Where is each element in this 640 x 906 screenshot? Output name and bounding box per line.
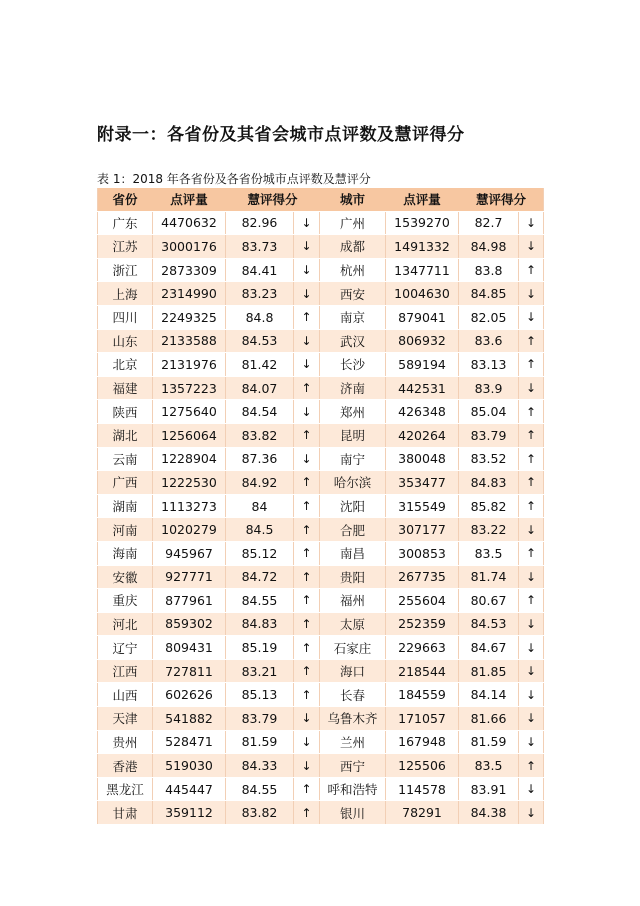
trend-arrow-icon: ↑ [294, 376, 320, 400]
cell-province: 海南 [98, 541, 153, 565]
table-row [98, 282, 544, 306]
trend-arrow-icon: ↓ [519, 211, 544, 235]
trend-arrow-icon: ↓ [519, 305, 544, 329]
cell-province-score: 84.33 [226, 754, 294, 778]
cell-province: 四川 [98, 305, 153, 329]
cell-city: 兰州 [320, 730, 386, 754]
cell-city: 南宁 [320, 447, 386, 471]
cell-city-score: 84.98 [459, 235, 519, 259]
cell-city: 福州 [320, 589, 386, 613]
cell-province: 山东 [98, 329, 153, 353]
cell-province-reviews: 541882 [153, 707, 226, 731]
table-row [98, 211, 544, 235]
trend-arrow-icon: ↑ [519, 423, 544, 447]
cell-city-reviews: 380048 [386, 447, 459, 471]
cell-province: 江苏 [98, 235, 153, 259]
header-city-reviews: 点评量 [386, 188, 459, 211]
cell-city-score: 81.66 [459, 707, 519, 731]
trend-arrow-icon: ↑ [294, 423, 320, 447]
cell-city: 济南 [320, 376, 386, 400]
cell-city-reviews: 806932 [386, 329, 459, 353]
cell-province-reviews: 2873309 [153, 258, 226, 282]
trend-arrow-icon: ↑ [294, 801, 320, 825]
cell-city-score: 83.22 [459, 518, 519, 542]
cell-province-reviews: 519030 [153, 754, 226, 778]
cell-province-score: 84.55 [226, 589, 294, 613]
trend-arrow-icon: ↓ [519, 659, 544, 683]
trend-arrow-icon: ↓ [294, 707, 320, 731]
trend-arrow-icon: ↑ [294, 494, 320, 518]
trend-arrow-icon: ↓ [519, 235, 544, 259]
cell-province-score: 84.8 [226, 305, 294, 329]
cell-province-reviews: 1275640 [153, 400, 226, 424]
cell-city-reviews: 315549 [386, 494, 459, 518]
cell-province: 香港 [98, 754, 153, 778]
cell-province-reviews: 2314990 [153, 282, 226, 306]
cell-province-score: 85.19 [226, 636, 294, 660]
cell-city-reviews: 78291 [386, 801, 459, 825]
trend-arrow-icon: ↓ [519, 282, 544, 306]
cell-city-score: 83.91 [459, 777, 519, 801]
table-row [98, 235, 544, 259]
cell-city-score: 83.8 [459, 258, 519, 282]
cell-city: 西安 [320, 282, 386, 306]
trend-arrow-icon: ↓ [294, 211, 320, 235]
cell-city-reviews: 1004630 [386, 282, 459, 306]
cell-city-score: 83.13 [459, 353, 519, 377]
cell-province: 河南 [98, 518, 153, 542]
cell-city-score: 84.83 [459, 471, 519, 495]
cell-province-reviews: 1357223 [153, 376, 226, 400]
cell-city-score: 80.67 [459, 589, 519, 613]
table-row [98, 801, 544, 825]
cell-city-reviews: 218544 [386, 659, 459, 683]
cell-city-reviews: 442531 [386, 376, 459, 400]
cell-province: 北京 [98, 353, 153, 377]
cell-city-score: 83.52 [459, 447, 519, 471]
cell-province: 云南 [98, 447, 153, 471]
cell-province-score: 83.82 [226, 801, 294, 825]
cell-province-score: 83.82 [226, 423, 294, 447]
cell-province-reviews: 2133588 [153, 329, 226, 353]
trend-arrow-icon: ↑ [294, 612, 320, 636]
cell-city: 贵阳 [320, 565, 386, 589]
cell-city: 哈尔滨 [320, 471, 386, 495]
table-row [98, 683, 544, 707]
cell-province-reviews: 2131976 [153, 353, 226, 377]
cell-city-reviews: 184559 [386, 683, 459, 707]
cell-city: 长沙 [320, 353, 386, 377]
cell-city: 广州 [320, 211, 386, 235]
table-row [98, 471, 544, 495]
cell-province-score: 84.53 [226, 329, 294, 353]
cell-city: 合肥 [320, 518, 386, 542]
page-title: 附录一：各省份及其省会城市点评数及慧评得分 [97, 125, 465, 145]
table-row [98, 730, 544, 754]
cell-province: 山西 [98, 683, 153, 707]
cell-province-score: 81.42 [226, 353, 294, 377]
cell-city-reviews: 1347711 [386, 258, 459, 282]
header-province: 省份 [98, 188, 153, 211]
trend-arrow-icon: ↑ [519, 258, 544, 282]
trend-arrow-icon: ↑ [294, 636, 320, 660]
trend-arrow-icon: ↓ [294, 329, 320, 353]
cell-province-score: 83.73 [226, 235, 294, 259]
table-row [98, 258, 544, 282]
cell-city-reviews: 167948 [386, 730, 459, 754]
cell-province-reviews: 927771 [153, 565, 226, 589]
cell-province-reviews: 1222530 [153, 471, 226, 495]
cell-province-score: 84.55 [226, 777, 294, 801]
trend-arrow-icon: ↓ [294, 353, 320, 377]
cell-province-score: 84.72 [226, 565, 294, 589]
cell-province: 湖北 [98, 423, 153, 447]
trend-arrow-icon: ↑ [294, 518, 320, 542]
trend-arrow-icon: ↓ [294, 400, 320, 424]
cell-city-score: 81.59 [459, 730, 519, 754]
cell-province-reviews: 877961 [153, 589, 226, 613]
cell-province-reviews: 1020279 [153, 518, 226, 542]
table-row [98, 329, 544, 353]
cell-province-score: 87.36 [226, 447, 294, 471]
cell-city: 乌鲁木齐 [320, 707, 386, 731]
cell-province: 福建 [98, 376, 153, 400]
cell-province-score: 84 [226, 494, 294, 518]
cell-province: 河北 [98, 612, 153, 636]
cell-city-score: 84.14 [459, 683, 519, 707]
cell-city-score: 84.38 [459, 801, 519, 825]
trend-arrow-icon: ↑ [519, 329, 544, 353]
cell-province-score: 84.83 [226, 612, 294, 636]
table-body [98, 211, 544, 824]
cell-province-reviews: 1256064 [153, 423, 226, 447]
cell-city-score: 81.85 [459, 659, 519, 683]
table-row [98, 754, 544, 778]
trend-arrow-icon: ↓ [294, 754, 320, 778]
cell-city-score: 83.9 [459, 376, 519, 400]
cell-city: 郑州 [320, 400, 386, 424]
trend-arrow-icon: ↓ [519, 518, 544, 542]
cell-city: 银川 [320, 801, 386, 825]
trend-arrow-icon: ↓ [519, 612, 544, 636]
cell-city-reviews: 300853 [386, 541, 459, 565]
trend-arrow-icon: ↓ [294, 258, 320, 282]
cell-city-score: 85.04 [459, 400, 519, 424]
cell-city-score: 83.5 [459, 754, 519, 778]
trend-arrow-icon: ↑ [519, 589, 544, 613]
trend-arrow-icon: ↑ [519, 447, 544, 471]
cell-city: 沈阳 [320, 494, 386, 518]
cell-province-score: 84.54 [226, 400, 294, 424]
cell-city-score: 83.5 [459, 541, 519, 565]
cell-province-reviews: 4470632 [153, 211, 226, 235]
cell-city-score: 82.7 [459, 211, 519, 235]
trend-arrow-icon: ↓ [294, 730, 320, 754]
header-province-reviews: 点评量 [153, 188, 226, 211]
cell-province: 黑龙江 [98, 777, 153, 801]
cell-city-reviews: 229663 [386, 636, 459, 660]
cell-province: 江西 [98, 659, 153, 683]
trend-arrow-icon: ↓ [294, 282, 320, 306]
cell-city: 石家庄 [320, 636, 386, 660]
cell-city-score: 83.79 [459, 423, 519, 447]
cell-province: 广西 [98, 471, 153, 495]
cell-city-reviews: 267735 [386, 565, 459, 589]
cell-city: 成都 [320, 235, 386, 259]
cell-province-reviews: 945967 [153, 541, 226, 565]
table-row [98, 707, 544, 731]
trend-arrow-icon: ↓ [519, 777, 544, 801]
cell-city-score: 83.6 [459, 329, 519, 353]
cell-city-score: 84.85 [459, 282, 519, 306]
trend-arrow-icon: ↑ [294, 683, 320, 707]
cell-province-score: 83.21 [226, 659, 294, 683]
table-row [98, 376, 544, 400]
table-row [98, 659, 544, 683]
cell-city-reviews: 255604 [386, 589, 459, 613]
table-row [98, 541, 544, 565]
cell-city: 西宁 [320, 754, 386, 778]
table-row [98, 777, 544, 801]
cell-city-reviews: 353477 [386, 471, 459, 495]
cell-city-reviews: 1491332 [386, 235, 459, 259]
table-row [98, 565, 544, 589]
cell-province-reviews: 528471 [153, 730, 226, 754]
cell-province: 陕西 [98, 400, 153, 424]
trend-arrow-icon: ↑ [519, 400, 544, 424]
cell-province-score: 84.41 [226, 258, 294, 282]
trend-arrow-icon: ↓ [519, 730, 544, 754]
cell-city-score: 82.05 [459, 305, 519, 329]
cell-city: 长春 [320, 683, 386, 707]
cell-city-reviews: 589194 [386, 353, 459, 377]
table-row [98, 423, 544, 447]
cell-city: 海口 [320, 659, 386, 683]
trend-arrow-icon: ↓ [519, 636, 544, 660]
cell-city-score: 84.67 [459, 636, 519, 660]
cell-province: 广东 [98, 211, 153, 235]
cell-province: 上海 [98, 282, 153, 306]
cell-province-reviews: 445447 [153, 777, 226, 801]
trend-arrow-icon: ↑ [519, 494, 544, 518]
cell-city-score: 85.82 [459, 494, 519, 518]
cell-city-reviews: 307177 [386, 518, 459, 542]
cell-province: 辽宁 [98, 636, 153, 660]
cell-city: 武汉 [320, 329, 386, 353]
trend-arrow-icon: ↑ [294, 777, 320, 801]
table-row [98, 612, 544, 636]
cell-city-reviews: 125506 [386, 754, 459, 778]
cell-province-reviews: 809431 [153, 636, 226, 660]
cell-city: 太原 [320, 612, 386, 636]
cell-province-score: 84.07 [226, 376, 294, 400]
cell-province-score: 84.5 [226, 518, 294, 542]
trend-arrow-icon: ↑ [294, 471, 320, 495]
table-row [98, 589, 544, 613]
cell-province-score: 82.96 [226, 211, 294, 235]
cell-province-score: 84.92 [226, 471, 294, 495]
cell-city-reviews: 879041 [386, 305, 459, 329]
trend-arrow-icon: ↓ [519, 565, 544, 589]
trend-arrow-icon: ↓ [294, 235, 320, 259]
cell-city-score: 81.74 [459, 565, 519, 589]
cell-province: 湖南 [98, 494, 153, 518]
cell-city-reviews: 1539270 [386, 211, 459, 235]
table-row [98, 494, 544, 518]
cell-province: 安徽 [98, 565, 153, 589]
cell-province-reviews: 359112 [153, 801, 226, 825]
cell-city-reviews: 114578 [386, 777, 459, 801]
cell-city-score: 84.53 [459, 612, 519, 636]
trend-arrow-icon: ↓ [294, 447, 320, 471]
cell-province-reviews: 727811 [153, 659, 226, 683]
cell-province: 贵州 [98, 730, 153, 754]
cell-province: 天津 [98, 707, 153, 731]
table-row [98, 353, 544, 377]
table-row [98, 447, 544, 471]
trend-arrow-icon: ↓ [519, 801, 544, 825]
trend-arrow-icon: ↑ [519, 471, 544, 495]
trend-arrow-icon: ↑ [294, 565, 320, 589]
cell-province: 浙江 [98, 258, 153, 282]
scores-table [97, 188, 544, 825]
cell-city: 杭州 [320, 258, 386, 282]
cell-province-reviews: 3000176 [153, 235, 226, 259]
cell-province-score: 83.23 [226, 282, 294, 306]
table-row [98, 518, 544, 542]
cell-province-score: 81.59 [226, 730, 294, 754]
cell-province: 重庆 [98, 589, 153, 613]
trend-arrow-icon: ↑ [519, 353, 544, 377]
cell-city: 南昌 [320, 541, 386, 565]
trend-arrow-icon: ↑ [519, 541, 544, 565]
trend-arrow-icon: ↑ [294, 589, 320, 613]
trend-arrow-icon: ↑ [294, 541, 320, 565]
cell-province-reviews: 1228904 [153, 447, 226, 471]
cell-city-reviews: 252359 [386, 612, 459, 636]
cell-city-reviews: 426348 [386, 400, 459, 424]
header-city: 城市 [320, 188, 386, 211]
cell-city: 南京 [320, 305, 386, 329]
table-row [98, 636, 544, 660]
table-row [98, 400, 544, 424]
trend-arrow-icon: ↑ [294, 659, 320, 683]
cell-province-score: 85.12 [226, 541, 294, 565]
table-caption: 表 1：2018 年各省份及各省份城市点评数及慧评分 [97, 172, 371, 186]
cell-province-reviews: 602626 [153, 683, 226, 707]
trend-arrow-icon: ↓ [519, 376, 544, 400]
cell-province-reviews: 2249325 [153, 305, 226, 329]
cell-city: 昆明 [320, 423, 386, 447]
cell-city-reviews: 420264 [386, 423, 459, 447]
cell-province-reviews: 859302 [153, 612, 226, 636]
trend-arrow-icon: ↑ [519, 754, 544, 778]
trend-arrow-icon: ↓ [519, 707, 544, 731]
table-row [98, 305, 544, 329]
cell-province: 甘肃 [98, 801, 153, 825]
trend-arrow-icon: ↓ [519, 683, 544, 707]
cell-city-reviews: 171057 [386, 707, 459, 731]
table-header-row [98, 188, 544, 211]
header-province-score: 慧评得分 [226, 188, 320, 211]
cell-province-score: 85.13 [226, 683, 294, 707]
header-city-score: 慧评得分 [459, 188, 544, 211]
cell-province-reviews: 1113273 [153, 494, 226, 518]
cell-province-score: 83.79 [226, 707, 294, 731]
cell-city: 呼和浩特 [320, 777, 386, 801]
trend-arrow-icon: ↑ [294, 305, 320, 329]
